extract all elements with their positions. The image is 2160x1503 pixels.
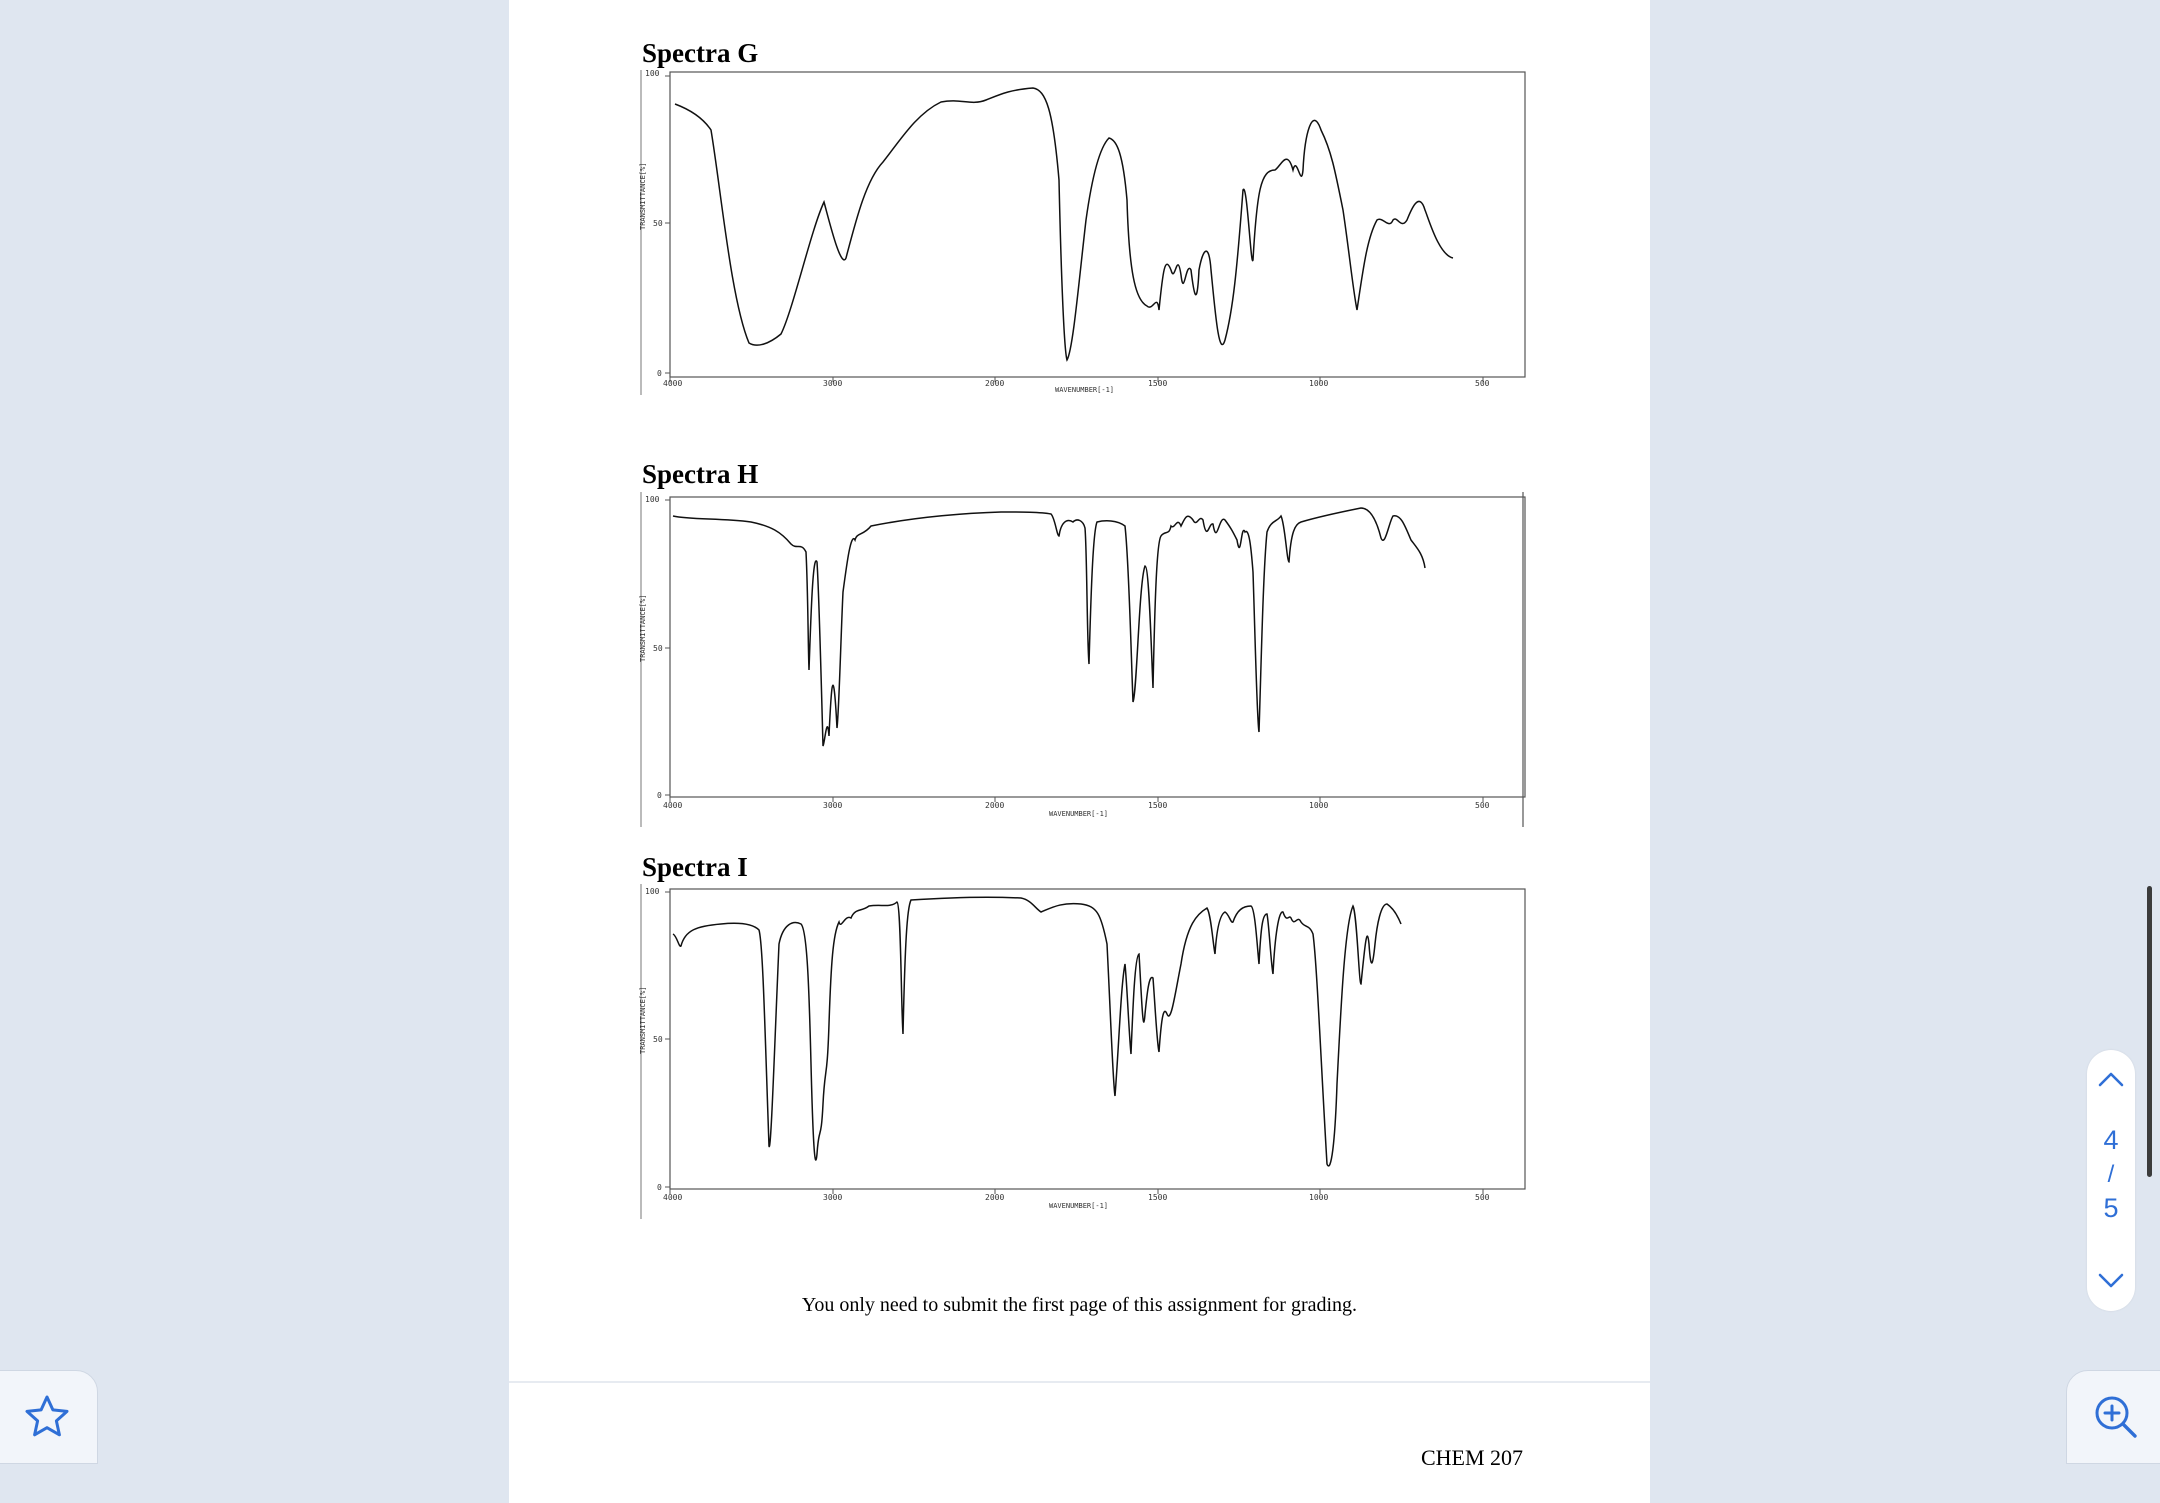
y-tick-label: 0: [657, 791, 662, 800]
x-tick-label: 2000: [985, 379, 1005, 388]
y-axis-label: TRANSMITTANCE[%]: [639, 162, 647, 230]
y-tick-label: 0: [657, 369, 662, 378]
y-tick-label: 100: [645, 887, 660, 896]
x-tick-label: 500: [1475, 801, 1490, 810]
x-tick-label: 1000: [1309, 379, 1329, 388]
chevron-up-icon: [2097, 1070, 2125, 1088]
x-tick-label: 4000: [663, 1193, 683, 1202]
x-tick-label: 500: [1475, 379, 1490, 388]
x-tick-label: 2000: [985, 801, 1005, 810]
y-axis-label: TRANSMITTANCE[%]: [639, 986, 647, 1054]
vertical-scrollbar[interactable]: [2147, 886, 2152, 1177]
spectrum-trace: [675, 88, 1453, 360]
x-tick-label: 1500: [1148, 1193, 1168, 1202]
y-tick-label: 0: [657, 1183, 662, 1192]
spectrum-trace: [673, 897, 1401, 1166]
x-tick-label: 3000: [823, 801, 843, 810]
x-axis-label: WAVENUMBER[-1]: [1049, 1202, 1109, 1210]
y-tick-label: 100: [645, 495, 660, 504]
x-tick-label: 2000: [985, 1193, 1005, 1202]
x-axis-label: WAVENUMBER[-1]: [1049, 810, 1109, 818]
spectrum-chart: [641, 70, 1527, 406]
zoom-in-button[interactable]: [2066, 1370, 2160, 1464]
x-tick-label: 4000: [663, 801, 683, 810]
spectrum-title: Spectra H: [642, 459, 759, 489]
chevron-down-icon: [2097, 1272, 2125, 1290]
x-axis-label: WAVENUMBER[-1]: [1055, 386, 1115, 394]
x-tick-label: 1000: [1309, 801, 1329, 810]
x-tick-label: 1000: [1309, 1193, 1329, 1202]
x-tick-label: 4000: [663, 379, 683, 388]
total-pages-number: 5: [2103, 1193, 2119, 1223]
submission-note: You only need to submit the first page of this assignment for grading.: [801, 1294, 1358, 1316]
next-document-page: [509, 1383, 1650, 1503]
spectrum-title: Spectra I: [642, 852, 748, 882]
document-page: [509, 0, 1650, 1381]
y-tick-label: 50: [653, 1035, 663, 1044]
x-tick-label: 1500: [1148, 801, 1168, 810]
page-navigator: [2087, 1050, 2135, 1311]
page-header-label: CHEM 207: [1421, 1445, 1524, 1470]
current-page-number: 4: [2103, 1125, 2119, 1155]
y-tick-label: 50: [653, 644, 663, 653]
x-tick-label: 500: [1475, 1193, 1490, 1202]
page-separator-slash: /: [2107, 1161, 2115, 1188]
next-page-button[interactable]: [2096, 1266, 2126, 1296]
x-tick-label: 3000: [823, 1193, 843, 1202]
spectrum-chart: [641, 884, 1527, 1220]
x-tick-label: 3000: [823, 379, 843, 388]
y-tick-label: 50: [653, 219, 663, 228]
spectrum-title: Spectra G: [642, 38, 759, 68]
spectrum-chart: [641, 492, 1527, 828]
star-icon: [23, 1393, 71, 1441]
y-axis-label: TRANSMITTANCE[%]: [639, 594, 647, 662]
zoom-in-icon: [2092, 1393, 2140, 1441]
spectrum-trace: [673, 508, 1425, 746]
y-tick-label: 100: [645, 69, 660, 78]
x-tick-label: 1500: [1148, 379, 1168, 388]
bookmark-button[interactable]: [0, 1370, 98, 1464]
previous-page-button[interactable]: [2096, 1064, 2126, 1094]
